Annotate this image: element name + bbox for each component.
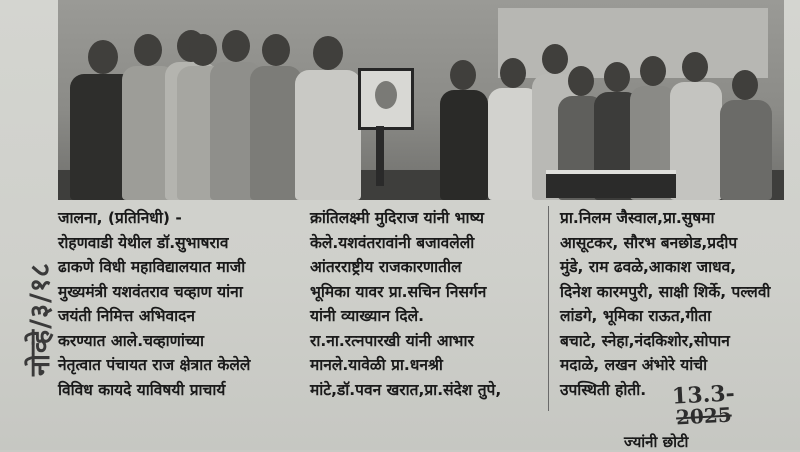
article-line: भूमिका यावर प्रा.सचिन निसर्गन (310, 282, 487, 301)
framed-portrait (358, 68, 414, 130)
handwritten-year: 2025 (675, 402, 733, 430)
article-line: उपस्थिती होती. (560, 380, 647, 399)
article-line: रा.ना.रत्नपारखी यांनी आभार (310, 331, 474, 350)
display-table (546, 170, 676, 198)
article-line: मांटे,डॉ.पवन खरात,प्रा.संदेश तुपे, (310, 380, 502, 399)
article-line: मुंडे, राम ढवळे,आकाश जाधव, (560, 258, 737, 276)
article-line: मानले.यावेळी प्रा.धनश्री (310, 356, 443, 374)
handwritten-side-note: नोव्हे/३/१८ (25, 262, 56, 376)
person-figure (718, 70, 774, 200)
article-line: बचाटे, स्नेहा,नंदकिशोर,सोपान (560, 331, 730, 350)
article-column-3 (560, 206, 796, 402)
article-line: यांनी व्याख्यान दिले. (310, 307, 425, 325)
person-figure (668, 52, 724, 200)
portrait-stand (376, 126, 384, 186)
article-line: दिनेश कारमपुरी, साक्षी शिर्के, पल्लवी (560, 282, 771, 301)
person-figure (293, 36, 363, 200)
article-column-2 (310, 206, 555, 402)
article-line: ढाकणे विधी महाविद्यालयात माजी (58, 258, 246, 276)
group-photo (58, 0, 784, 200)
article-line: रोहणवाडी येथील डॉ.सुभाषराव (58, 233, 229, 252)
article-line: जालना, (प्रतिनिधी) - (58, 209, 182, 227)
person-figure (438, 60, 490, 200)
article-line: करण्यात आले.चव्हाणांच्या (58, 331, 205, 350)
article-line: केले.यशवंतरावांनी बजावलेली (310, 233, 475, 252)
article-line: विविध कायदे याविषयी प्राचार्य (58, 380, 226, 399)
article-line: प्रा.निलम जैस्वाल,प्रा.सुषमा (560, 209, 715, 227)
article-line: क्रांतिलक्ष्मी मुदिराज यांनी भाष्य (310, 209, 485, 227)
article-line: नेतृत्वात पंचायत राज क्षेत्रात केलेले (58, 356, 251, 374)
cut-off-headline: ज्यांनी छोटी (624, 433, 689, 451)
article-line: जयंती निमित्त अभिवादन (58, 307, 195, 325)
handwritten-date: 13.3- (671, 380, 736, 410)
article-line: आसूटकर, सौरभ बनछोड,प्रदीप (560, 233, 738, 252)
article-line: मुख्यमंत्री यशवंतराव चव्हाण यांना (58, 282, 243, 301)
article-line: मदाळे, लखन अंभोरे यांची (560, 356, 708, 374)
article-line: आंतरराष्ट्रीय राजकारणातील (310, 258, 462, 276)
article-line: लांडगे, भूमिका राऊत,गीता (560, 307, 712, 325)
article-column-1 (58, 206, 316, 402)
column-divider (548, 206, 549, 411)
